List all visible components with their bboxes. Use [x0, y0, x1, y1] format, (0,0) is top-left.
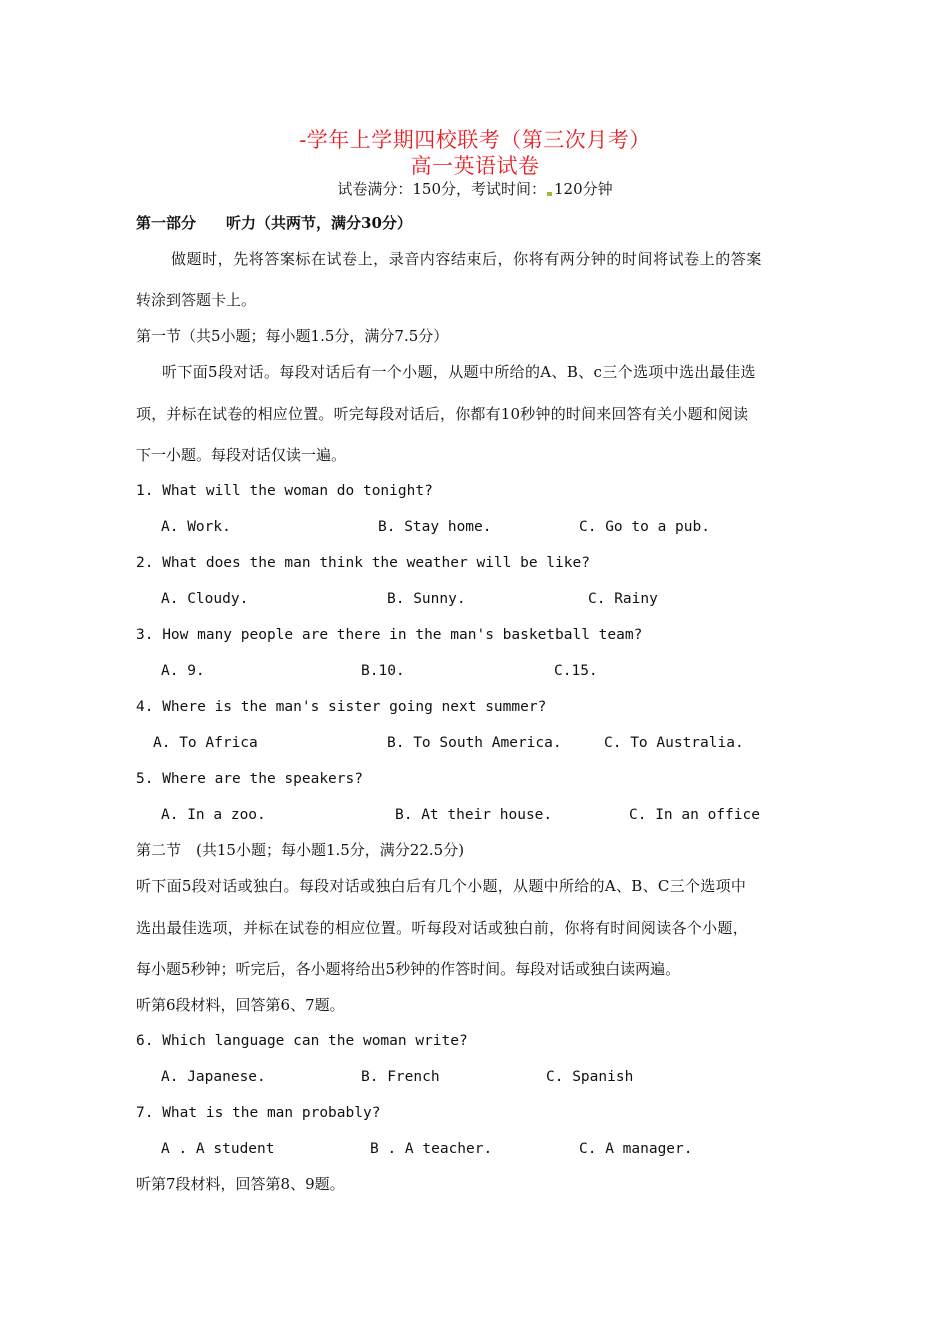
q1-option-a: A. Work. [161, 519, 231, 535]
section2-instr-line1: 听下面5段对话或独白。每段对话或独白后有几个小题，从题中所给的A、B、C三个选项中 [136, 877, 747, 895]
q7-option-b: B . A teacher. [370, 1141, 493, 1157]
q1-option-b: B. Stay home. [378, 519, 492, 535]
section1-instr-line1: 听下面5段对话。每段对话后有一个小题，从题中所给的A、B、c三个选项中选出最佳选 [162, 363, 756, 381]
section1-instr-line2: 项，并标在试卷的相应位置。听完每段对话后，你都有10秒钟的时间来回答有关小题和阅读 [136, 405, 749, 423]
q5-option-b: B. At their house. [395, 807, 553, 823]
question-6: 6. Which language can the woman write? [136, 1033, 468, 1049]
q4-option-a: A. To Africa [153, 735, 258, 751]
exam-subject-title: 高一英语试卷 [410, 154, 540, 178]
q6-option-b: B. French [361, 1069, 440, 1085]
part1-heading: 第一部分 听力（共两节，满分30分） [136, 214, 412, 232]
question-2: 2. What does the man think the weather will be like? [136, 555, 590, 571]
section1-instr-line3: 下一小题。每段对话仅读一遍。 [136, 446, 347, 464]
material-6-heading: 听第6段材料，回答第6、7题。 [136, 996, 345, 1014]
section2-instr-line3: 每小题5秒钟；听完后，各小题将给出5秒钟的作答时间。每段对话或独白读两遍。 [136, 960, 681, 978]
section2-heading: 第二节 (共15小题；每小题1.5分，满分22.5分) [136, 841, 465, 859]
exam-meta-score: 试卷满分：150分，考试时间： [337, 180, 546, 198]
q4-option-c: C. To Australia. [604, 735, 744, 751]
q2-option-c: C. Rainy [588, 591, 658, 607]
exam-title: -学年上学期四校联考（第三次月考） [299, 128, 651, 152]
question-5: 5. Where are the speakers? [136, 771, 363, 787]
q5-option-c: C. In an office [629, 807, 760, 823]
question-4: 4. Where is the man's sister going next summer? [136, 699, 547, 715]
q7-option-c: C. A manager. [579, 1141, 693, 1157]
section1-heading: 第一节（共5小题；每小题1.5分，满分7.5分） [136, 327, 449, 345]
section2-instr-line2: 选出最佳选项，并标在试卷的相应位置。听每段对话或独白前，你将有时间阅读各个小题， [136, 919, 749, 937]
q3-option-b: B.10. [361, 663, 405, 679]
q2-option-b: B. Sunny. [387, 591, 466, 607]
question-3: 3. How many people are there in the man's basketball team? [136, 627, 643, 643]
question-7: 7. What is the man probably? [136, 1105, 381, 1121]
q1-option-c: C. Go to a pub. [579, 519, 710, 535]
marker-dot-icon [547, 192, 552, 196]
material-7-heading: 听第7段材料，回答第8、9题。 [136, 1175, 345, 1193]
question-1: 1. What will the woman do tonight? [136, 483, 433, 499]
exam-meta [0, 178, 950, 199]
q3-option-a: A. 9. [161, 663, 205, 679]
q6-option-c: C. Spanish [546, 1069, 634, 1085]
part1-intro-line2: 转涂到答题卡上。 [136, 291, 257, 309]
q5-option-a: A. In a zoo. [161, 807, 266, 823]
part1-intro-line1: 做题时，先将答案标在试卷上，录音内容结束后，你将有两分钟的时间将试卷上的答案 [171, 250, 762, 268]
q2-option-a: A. Cloudy. [161, 591, 249, 607]
q6-option-a: A. Japanese. [161, 1069, 266, 1085]
q7-option-a: A . A student [161, 1141, 275, 1157]
exam-meta-time: 120分钟 [554, 180, 613, 198]
q3-option-c: C.15. [554, 663, 598, 679]
q4-option-b: B. To South America. [387, 735, 562, 751]
